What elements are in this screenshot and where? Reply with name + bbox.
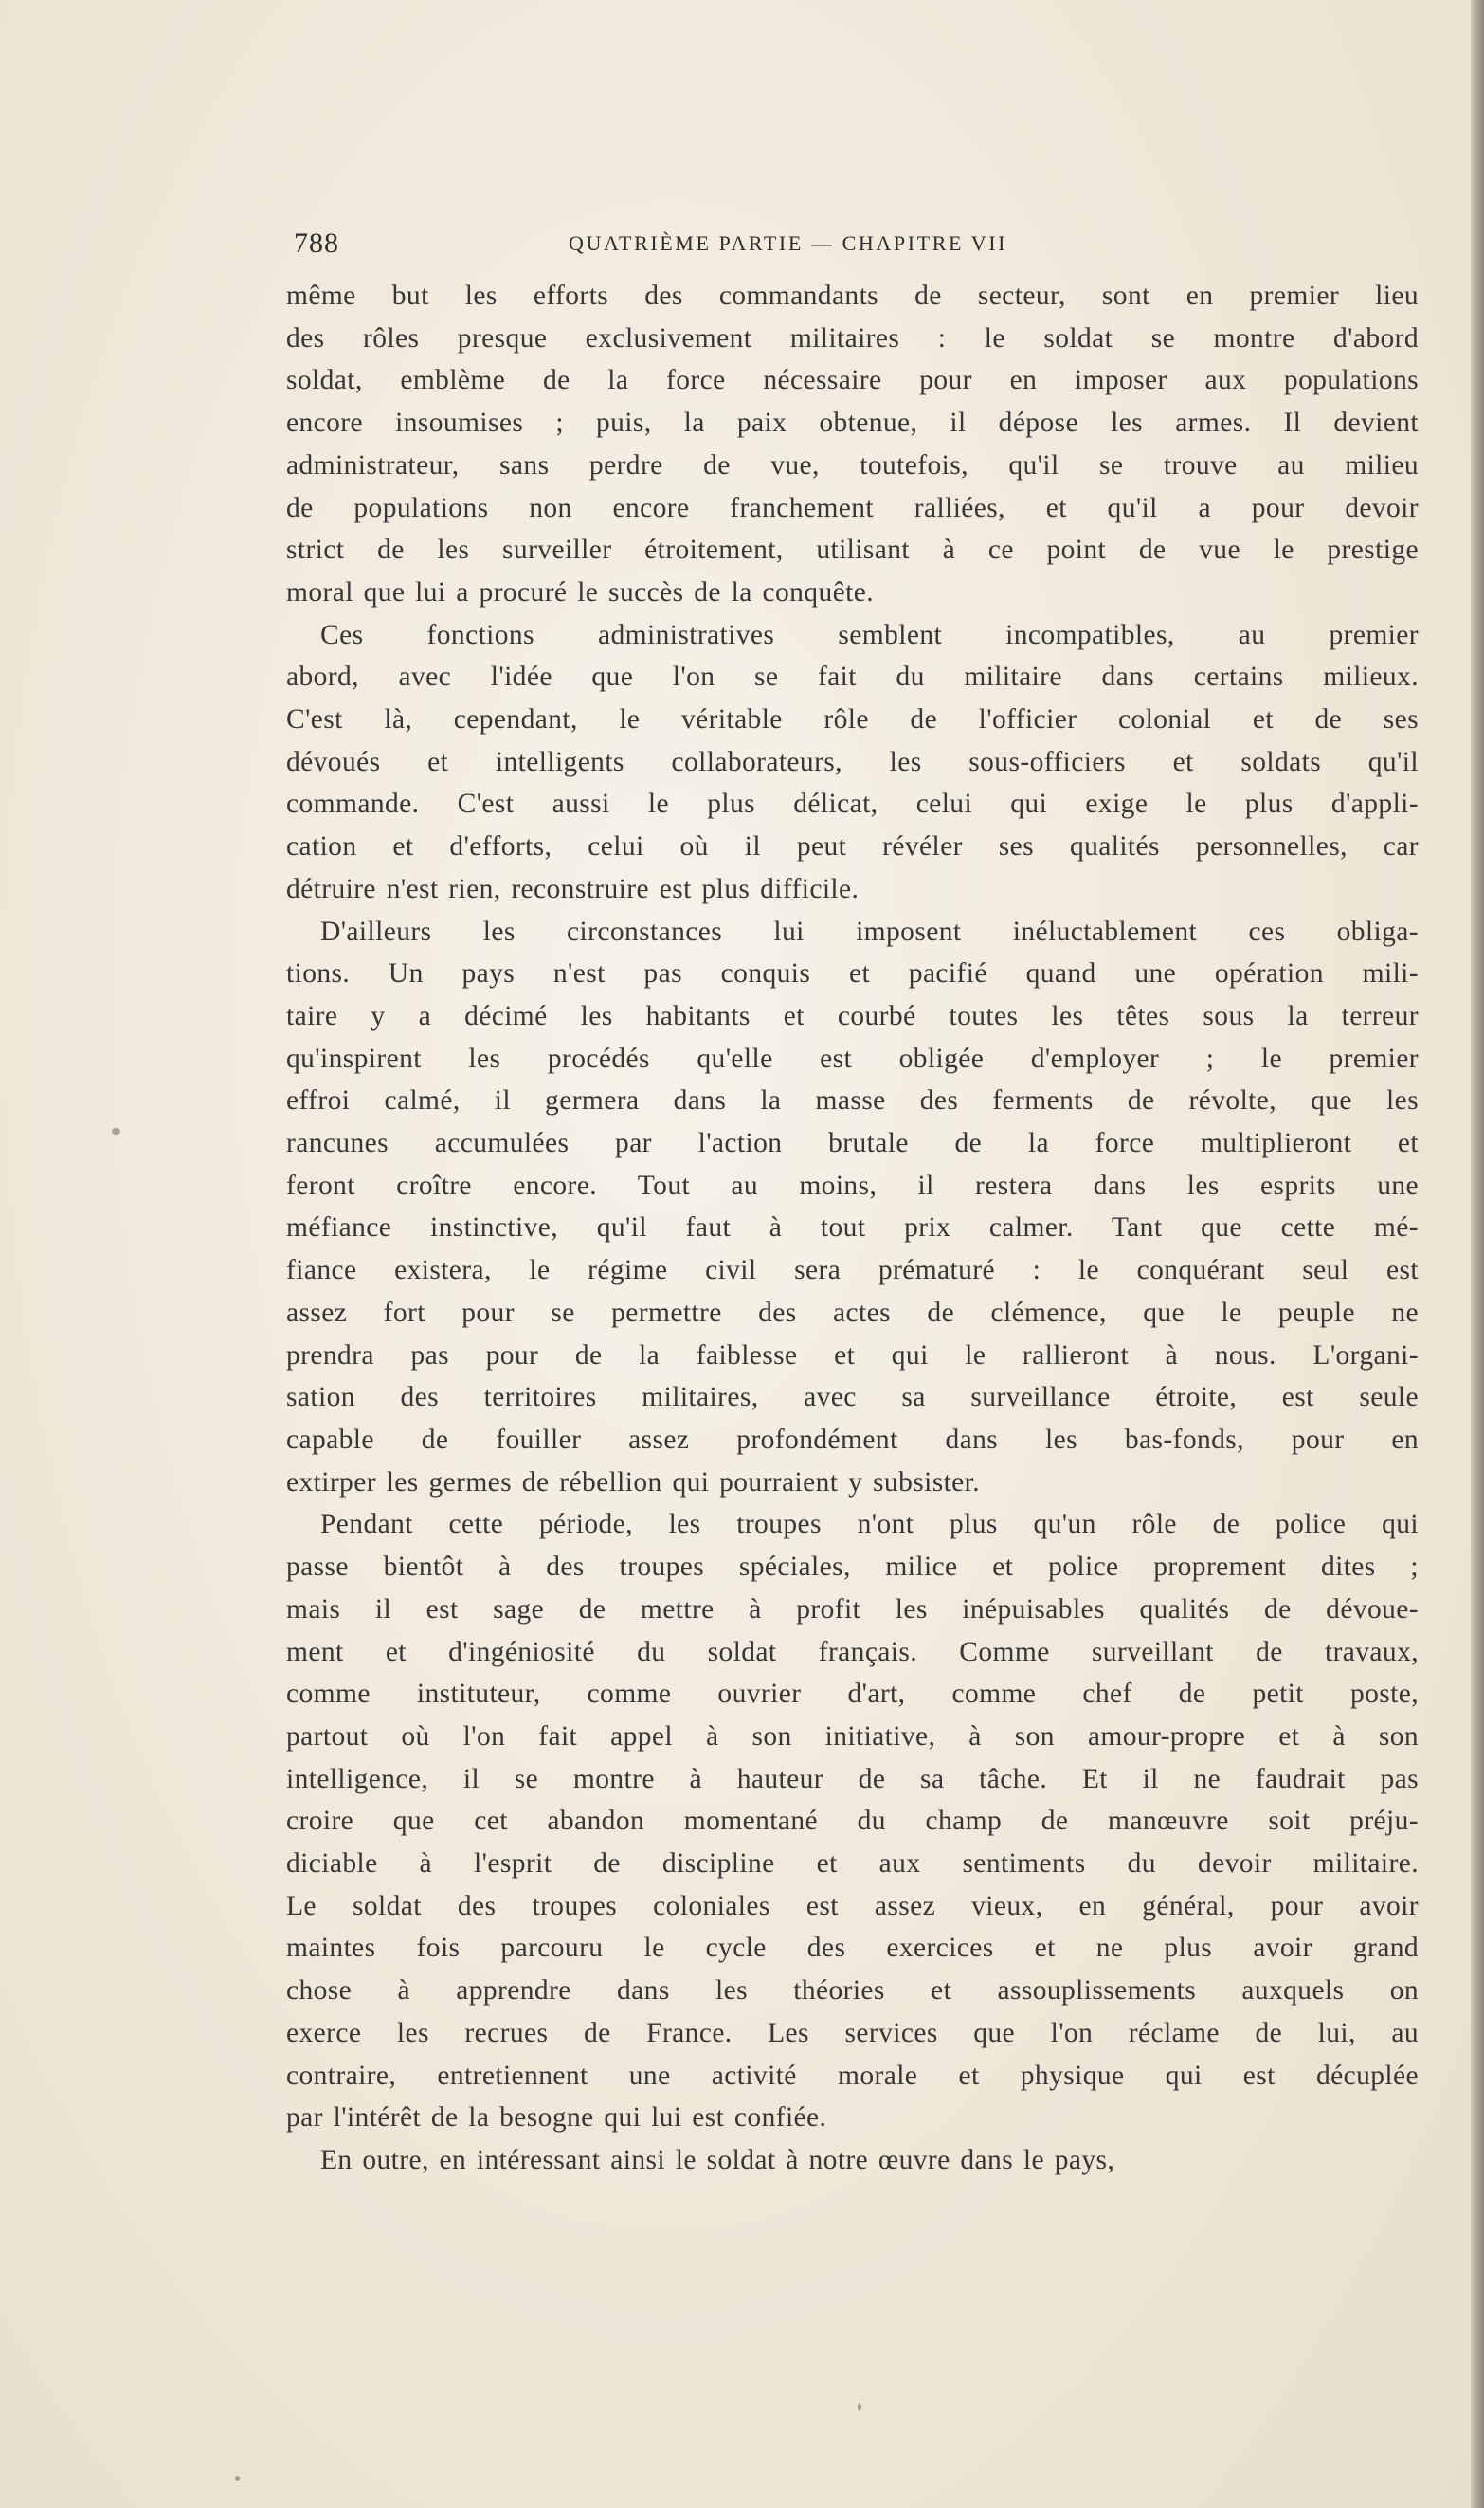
body-text — [286, 275, 1419, 2182]
text-line: abord, avec l'idée que l'on se fait du militaire dans certains milieux. — [286, 662, 1419, 693]
text-line: prendra pas pour de la faiblesse et qui le rallieront à nous. L'organi- — [286, 1339, 1419, 1371]
text-line: commande. C'est aussi le plus délicat, celui qui exige le plus d'appli- — [286, 789, 1419, 820]
paragraph — [286, 1503, 1419, 2139]
paragraph — [286, 275, 1419, 614]
text-line: C'est là, cependant, le véritable rôle de l'officier colonial et de ses — [286, 704, 1419, 736]
running-head: QUATRIÈME PARTIE — CHAPITRE VII — [569, 231, 1008, 255]
text-line: diciable à l'esprit de discipline et aux sentiments du devoir militaire. — [286, 1848, 1419, 1880]
text-line: détruire n'est rien, reconstruire est plus difficile. — [286, 873, 860, 904]
text-line: encore insoumises ; puis, la paix obtenue, il dépose les armes. Il devient — [286, 408, 1419, 439]
text-line: fiance existera, le régime civil sera prématuré : le conquérant seul est — [286, 1255, 1419, 1286]
text-line: mais il est sage de mettre à profit les inépuisables qualités de dévoue- — [286, 1593, 1419, 1625]
text-line: ment et d'ingéniosité du soldat français. Comme surveillant de travaux, — [286, 1636, 1419, 1667]
text-line: méfiance instinctive, qu'il faut à tout prix calmer. Tant que cette mé- — [286, 1212, 1419, 1244]
text-line: chose à apprendre dans les théories et assouplissements auxquels on — [286, 1975, 1419, 2007]
text-line: croire que cet abandon momentané du champ de manœuvre soit préju- — [286, 1806, 1419, 1837]
text-line: maintes fois parcouru le cycle des exercices et ne plus avoir grand — [286, 1933, 1419, 1964]
text-line: comme instituteur, comme ouvrier d'art, comme chef de petit poste, — [286, 1679, 1419, 1710]
page-gutter-shadow — [1471, 0, 1484, 2508]
paragraph — [286, 2139, 1419, 2182]
text-line: partout où l'on fait appel à son initiative, à son amour-propre et à son — [286, 1720, 1419, 1752]
text-line: qu'inspirent les procédés qu'elle est obligée d'employer ; le premier — [286, 1043, 1419, 1074]
paper-speck — [235, 2476, 240, 2481]
text-line: de populations non encore franchement ralliées, et qu'il a pour devoir — [286, 492, 1419, 523]
paper-speck — [112, 1128, 120, 1135]
text-line: intelligence, il se montre à hauteur de sa tâche. Et il ne faudrait pas — [286, 1763, 1419, 1794]
text-line: des rôles presque exclusivement militaires : le soldat se montre d'abord — [286, 322, 1419, 354]
text-line: administrateur, sans perdre de vue, toutefois, qu'il se trouve au milieu — [286, 449, 1419, 481]
paragraph — [286, 614, 1419, 911]
text-line: par l'intérêt de la besogne qui lui est confiée. — [286, 2102, 827, 2134]
text-line: soldat, emblème de la force nécessaire pour en imposer aux populations — [286, 365, 1419, 396]
paragraph — [286, 911, 1419, 1504]
text-line: effroi calmé, il germera dans la masse des ferments de révolte, que les — [286, 1085, 1419, 1117]
text-line: passe bientôt à des troupes spéciales, milice et police proprement dites ; — [286, 1552, 1419, 1583]
text-line: assez fort pour se permettre des actes de clémence, que le peuple ne — [286, 1297, 1419, 1328]
text-line: rancunes accumulées par l'action brutale de la force multiplieront et — [286, 1128, 1419, 1159]
text-line: même but les efforts des commandants de secteur, sont en premier lieu — [286, 281, 1419, 311]
text-line: cation et d'efforts, celui où il peut révéler ses qualités personnelles, car — [286, 831, 1419, 863]
text-line: contraire, entretiennent une activité morale et physique qui est décuplée — [286, 2060, 1419, 2091]
text-line: dévoués et intelligents collaborateurs, les sous-officiers et soldats qu'il — [286, 746, 1419, 777]
text-line: Ces fonctions administratives semblent incompatibles, au premier — [320, 619, 1419, 650]
text-line: En outre, en intéressant ainsi le soldat à notre œuvre dans le pays, — [320, 2144, 1115, 2175]
text-line: tions. Un pays n'est pas conquis et pacifié quand une opération mili- — [286, 958, 1419, 990]
text-line: extirper les germes de rébellion qui pourraient y subsister. — [286, 1466, 981, 1498]
page-header — [294, 227, 1156, 265]
page-number: 788 — [294, 227, 339, 259]
text-line: strict de les surveiller étroitement, utilisant à ce point de vue le prestige — [286, 535, 1419, 566]
text-line: sation des territoires militaires, avec sa surveillance étroite, est seule — [286, 1382, 1419, 1413]
text-line: taire y a décimé les habitants et courbé toutes les têtes sous la terreur — [286, 1000, 1419, 1031]
text-line: feront croître encore. Tout au moins, il restera dans les esprits une — [286, 1170, 1419, 1201]
text-line: moral que lui a procuré le succès de la conquête. — [286, 576, 874, 608]
text-line: Pendant cette période, les troupes n'ont plus qu'un rôle de police qui — [320, 1509, 1419, 1540]
text-line: Le soldat des troupes coloniales est assez vieux, en général, pour avoir — [286, 1890, 1419, 1921]
text-line: capable de fouiller assez profondément dans les bas-fonds, pour en — [286, 1424, 1419, 1455]
text-line: exerce les recrues de France. Les services que l'on réclame de lui, au — [286, 2017, 1419, 2048]
paper-speck — [858, 2403, 861, 2411]
text-line: D'ailleurs les circonstances lui imposent inéluctablement ces obliga- — [320, 916, 1419, 947]
